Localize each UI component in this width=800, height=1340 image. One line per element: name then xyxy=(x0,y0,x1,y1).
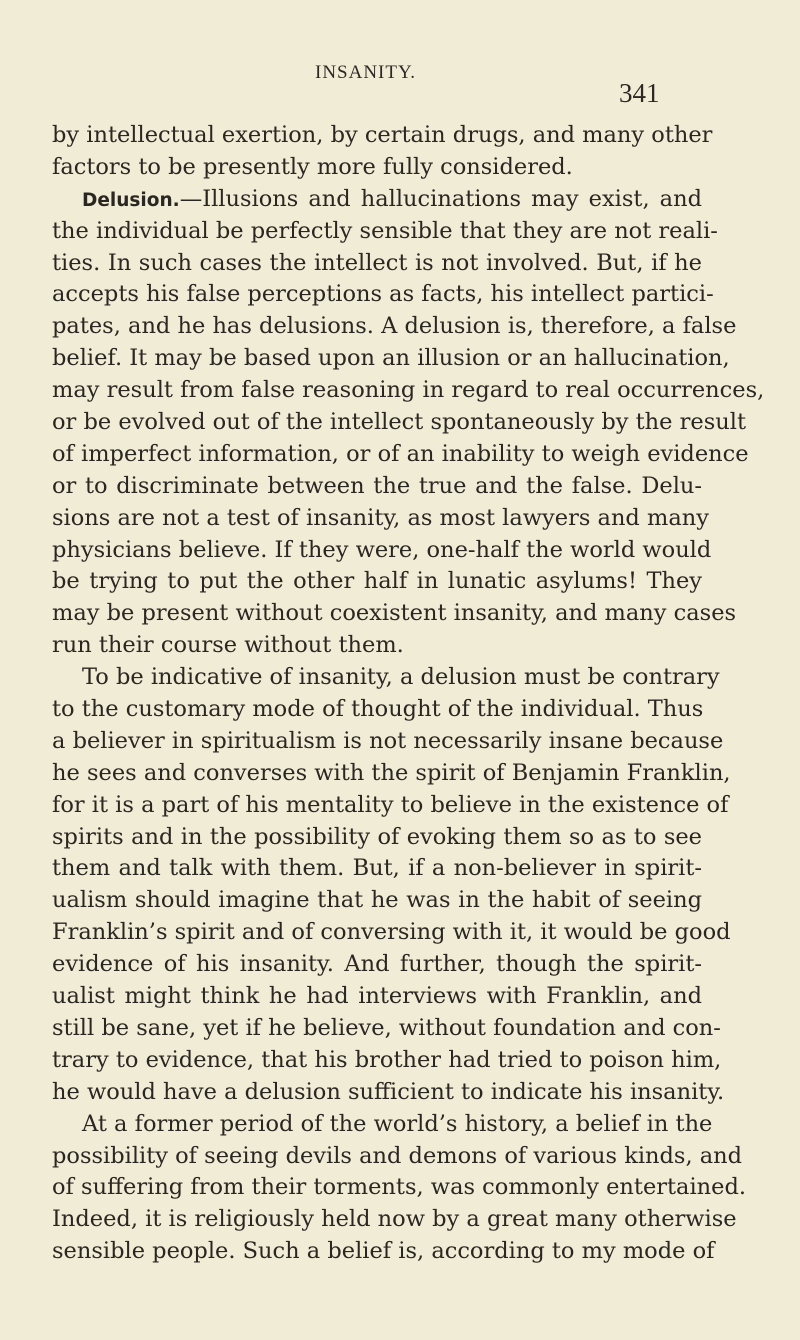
text-line: he sees and converses with the spirit of Benjamin Franklin, xyxy=(52,759,731,786)
text-line: belief. It may be based upon an illusion or an hallucination, xyxy=(52,345,730,372)
text-line: Indeed, it is religiously held now by a great many otherwise xyxy=(52,1206,737,1233)
text-line: ualism should imagine that he was in the habit of seeing xyxy=(52,887,702,914)
text-line: pates, and he has delusions. A delusion is, therefore, a false xyxy=(52,313,737,340)
text-line: them and talk with them. But, if a non-believer in spirit- xyxy=(52,855,702,882)
text-line: may be present without coexistent insanity, and many cases xyxy=(52,600,737,627)
text-line: run their course without them. xyxy=(52,632,404,659)
text-line: or be evolved out of the intellect spontaneously by the result xyxy=(52,409,746,436)
text-span: —Illusions and hallucinations may exist, and xyxy=(179,185,702,212)
text-line: ties. In such cases the intellect is not involved. But, if he xyxy=(52,249,702,276)
text-line: ualist might think he had interviews with Franklin, and xyxy=(52,983,702,1010)
text-line: may result from false reasoning in regard to real occurrences, xyxy=(52,377,765,404)
text-line: for it is a part of his mentality to believe in the existence of xyxy=(52,791,729,818)
text-line: physicians believe. If they were, one-half the world would xyxy=(52,536,712,563)
text-line: still be sane, yet if he believe, without foundation and con- xyxy=(52,1014,721,1041)
text-line: be trying to put the other half in lunatic asylums! They xyxy=(52,568,702,595)
text-line: or to discriminate between the true and the false. Delu- xyxy=(52,472,702,499)
delusion-first-line xyxy=(52,184,702,216)
text-line: spirits and in the possibility of evoking them so as to see xyxy=(52,823,702,850)
text-line: of imperfect information, or of an inability to weigh evidence xyxy=(52,440,749,467)
text-line: sensible people. Such a belief is, according to my mode of xyxy=(52,1238,715,1265)
text-line: Franklin’s spirit and of conversing with it, it would be good xyxy=(52,919,731,946)
text-line: To be indicative of insanity, a delusion must be contrary xyxy=(82,664,720,691)
text-line: trary to evidence, that his brother had tried to poison him, xyxy=(52,1046,722,1073)
text-line: factors to be presently more fully considered. xyxy=(52,153,573,180)
text-line: to the customary mode of thought of the individual. Thus xyxy=(52,696,704,723)
running-head: INSANITY. xyxy=(315,62,417,83)
text-line: of suffering from their torments, was commonly entertained. xyxy=(52,1174,747,1201)
text-line: sions are not a test of insanity, as most lawyers and many xyxy=(52,504,709,531)
section-heading-delusion: Delusion. xyxy=(82,189,180,211)
text-line: evidence of his insanity. And further, though the spirit- xyxy=(52,951,702,978)
text-line: the individual be perfectly sensible that they are not reali- xyxy=(52,217,718,244)
page-number: 341 xyxy=(619,78,660,108)
text-line: a believer in spiritualism is not necessarily insane because xyxy=(52,727,724,754)
text-line: possibility of seeing devils and demons of various kinds, and xyxy=(52,1142,743,1169)
body-text xyxy=(52,120,765,1268)
text-line: he would have a delusion sufficient to indicate his insanity. xyxy=(52,1078,725,1105)
text-line: by intellectual exertion, by certain drugs, and many other xyxy=(52,122,713,148)
text-line: accepts his false perceptions as facts, his intellect partici- xyxy=(52,281,714,308)
text-line: At a former period of the world’s history, a belief in the xyxy=(82,1110,713,1137)
